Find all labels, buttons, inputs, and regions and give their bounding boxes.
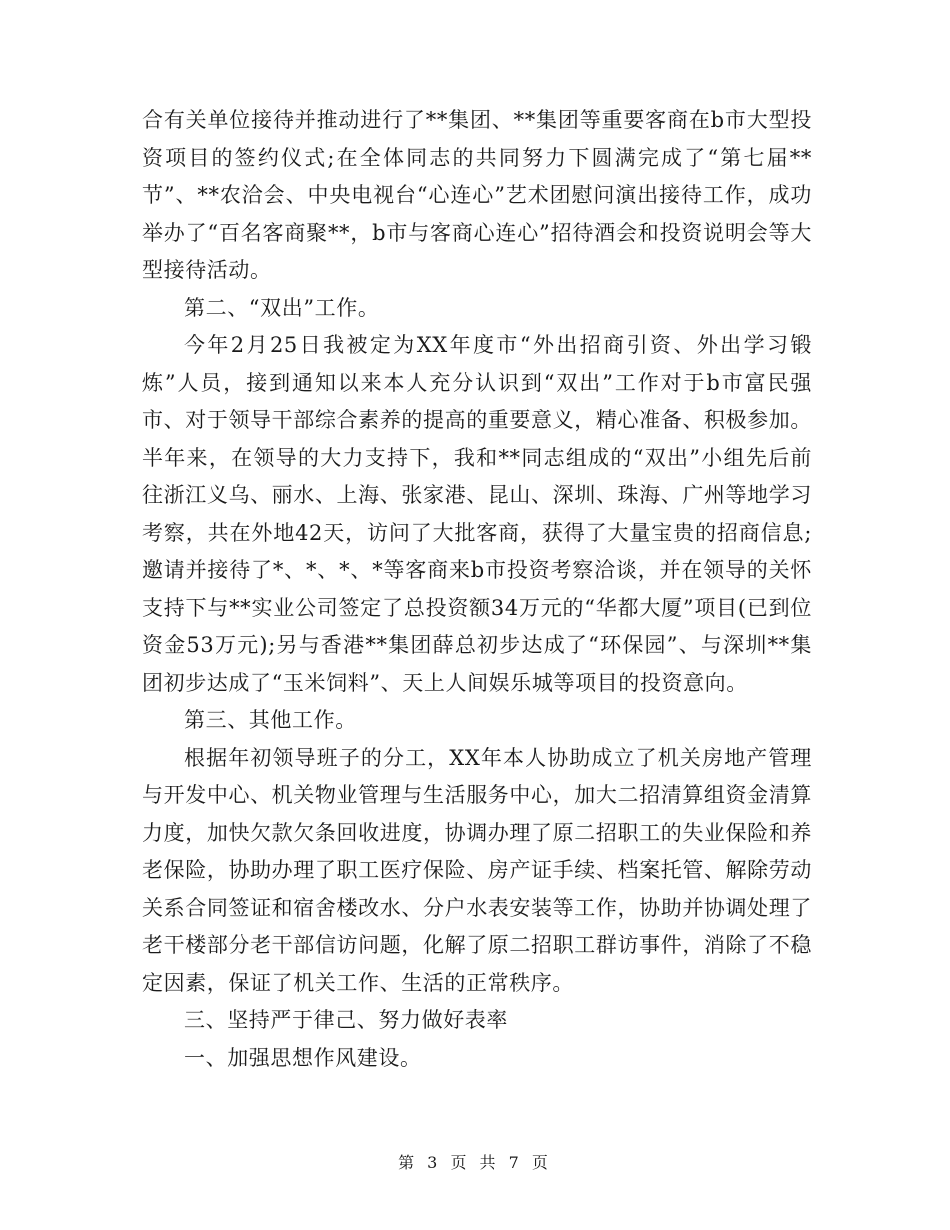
section-heading-self-discipline: 三、坚持严于律己、努力做好表率 [184, 1008, 508, 1032]
section-heading-dual-out: 第二、“双出”工作。 [184, 295, 380, 320]
subsection-heading-thought-style: 一、加强思想作风建设。 [184, 1045, 422, 1070]
paragraph-other-work: 根据年初领导班子的分工，XX年本人协助成立了机关房地产管理与开发中心、机关物业管理与生活服务中心，加大二招清算组资金清算力度，加快欠款欠条回收进度，协调办理了原二招职工的失业保险和养老保险，协助办理了职工医疗保险、房产证手续、档案托管、解除劳动关系合同签证和宿舍楼改水、分户水表安装等工作，协助并协调处理了老干楼部分老干部信访问题，化解了原二招职工群访事件，消除了不稳定因素，保证了机关工作、生活的正常秩序。 [142, 745, 812, 995]
section-heading-other-work: 第三、其他工作。 [184, 708, 357, 732]
document-body [142, 102, 812, 1077]
paragraph-dual-out: 今年2月25日我被定为XX年度市“外出招商引资、外出学习锻炼”人员，接到通知以来本人充分认识到“双出”工作对于b市富民强市、对于领导干部综合素养的提高的重要意义，精心准备、积极参加。半年来，在领导的大力支持下，我和**同志组成的“双出”小组先后前往浙江义乌、丽水、上海、张家港、昆山、深圳、珠海、广州等地学习考察，共在外地42天，访问了大批客商，获得了大量宝贵的招商信息;邀请并接待了*、*、*、*等客商来b市投资考察洽谈，并在领导的关怀支持下与**实业公司签定了总投资额34万元的“华都大厦”项目(已到位资金53万元);另与香港**集团薛总初步达成了“环保园”、与深圳**集团初步达成了“玉米饲料”、天上人间娱乐城等项目的投资意向。 [142, 333, 812, 695]
page-number-footer: 第 3 页 共 7 页 [398, 1153, 552, 1172]
paragraph-continuation: 合有关单位接待并推动进行了**集团、**集团等重要客商在b市大型投资项目的签约仪式;在全体同志的共同努力下圆满完成了“第七届**节”、**农洽会、中央电视台“心连心”艺术团慰问演出接待工作，成功举办了“百名客商聚**，b市与客商心连心”招待酒会和投资说明会等大型接待活动。 [142, 108, 812, 282]
